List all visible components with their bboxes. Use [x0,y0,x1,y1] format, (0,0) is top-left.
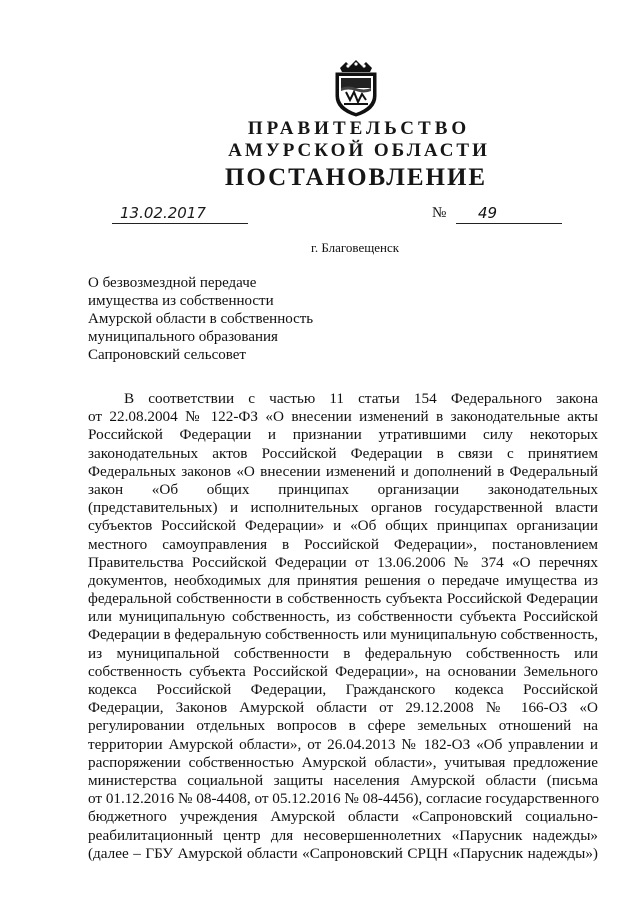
body-line: (представительных) и исполнительных органов государственной власти [88,499,598,517]
city-line: г. Благовещенск [310,240,400,255]
document-date: 13.02.2017 [112,204,248,224]
body-line: Федерации в федеральную собственность или муниципальную собственность, [88,626,599,644]
subject-line: муниципального образования [88,329,278,345]
body-line: из муниципальной собственности в федеральную собственность или [88,644,598,662]
subject-line: О безвозмездной передаче [88,275,257,291]
body-line: бюджетного учреждения Амурской области «Сапроновский социально- [88,808,598,826]
body-line: собственность субъекта Российской Федерации», на основании Земельного [88,662,598,680]
body-line: (далее – ГБУ Амурской области «Сапроновский СРЦН «Парусник надежды») [88,844,598,862]
body-line: или муниципальную собственность, из собственности субъекта Российской [88,608,598,626]
subject-line: Амурской области в собственность [88,311,314,327]
body-line: закон «Об общих принципах организации законодательных [88,480,598,498]
document-subject [88,274,313,364]
document-number: 49 [456,204,562,224]
body-line: законодательных актов Российской Федерации в связи с принятием [88,444,598,462]
document-type-title: ПОСТАНОВЛЕНИЕ [224,164,488,191]
document-body [88,390,598,863]
body-line: местного самоуправления в Российской Федерации», постановлением [88,535,598,553]
subject-line: имущества из собственности [88,293,274,309]
body-line: распоряжении собственностью Амурской области», учитывая предложение [88,753,598,771]
body-line: реабилитационный центр для несовершеннолетних «Парусник надежды» [88,826,598,844]
body-line: кодекса Российской Федерации, Гражданского кодекса Российской [88,681,598,698]
body-line: регулировании отдельных вопросов в сфере земельных отношений на [88,717,598,735]
government-title: ПРАВИТЕЛЬСТВО [247,118,471,139]
body-line: от 01.12.2016 № 08-4408, от 05.12.2016 № 08-4456), согласие государственного [88,790,600,808]
body-line: субъектов Российской Федерации» и «Об общих принципах организации [88,517,598,535]
coat-of-arms-emblem [330,58,382,118]
body-line: Федеральных законов «О внесении изменений и дополнений в Федеральный [88,462,598,480]
body-line: Российской Федерации и признании утратившими силу некоторых [88,426,598,444]
body-line: В соответствии с частью 11 статьи 154 Федерального закона [124,390,598,407]
subject-line: Сапроновский сельсовет [88,347,246,363]
number-label: № [432,205,447,221]
body-line: территории Амурской области», от 26.04.2013 № 182-ОЗ «Об управлении и [88,735,598,753]
body-line: федеральной собственности в собственность субъекта Российской Федерации [88,590,598,608]
region-title: АМУРСКОЙ ОБЛАСТИ [228,140,490,161]
body-line: министерства социальной защиты населения Амурской области (письма [88,771,598,789]
body-line: от 22.08.2004 № 122-ФЗ «О внесении изменений в законодательные акты [88,408,598,426]
body-line: документов, необходимых для принятия решения о передаче имущества из [88,571,598,589]
body-line: Правительства Российской Федерации от 13.06.2006 № 374 «О перечнях [88,553,598,571]
body-line: Федерации, Законов Амурской области от 29.12.2008 № 166-ОЗ «О [88,699,598,717]
